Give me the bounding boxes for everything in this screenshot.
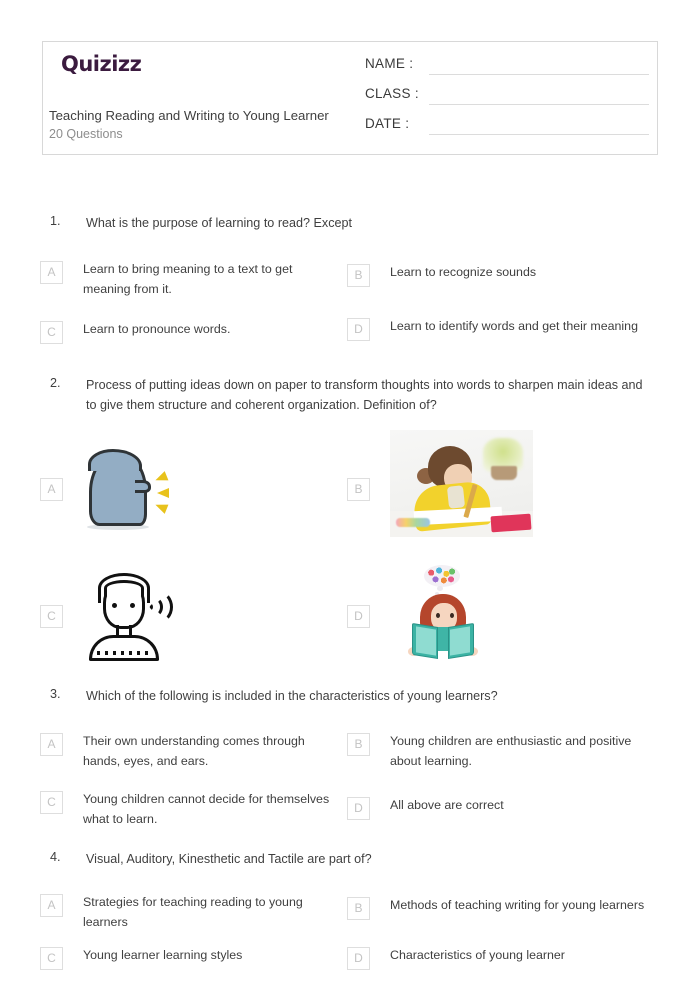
name-field-label: NAME : bbox=[365, 56, 414, 71]
question-text: Visual, Auditory, Kinesthetic and Tactile are part of? bbox=[86, 852, 372, 866]
option-letter: A bbox=[40, 894, 63, 917]
option-image bbox=[390, 436, 535, 536]
girl-writing-photo bbox=[390, 430, 533, 537]
option-text: All above are correct bbox=[390, 798, 504, 812]
header-left-block bbox=[55, 50, 385, 75]
question-number: 2. bbox=[50, 376, 61, 390]
question-number: 1. bbox=[50, 214, 61, 228]
class-field-label: CLASS : bbox=[365, 86, 419, 101]
name-input[interactable] bbox=[429, 74, 649, 75]
option-text: Learn to identify words and get their meaning bbox=[390, 319, 638, 333]
page-title: Teaching Reading and Writing to Young Learner bbox=[49, 108, 329, 123]
option-letter: A bbox=[40, 261, 63, 284]
class-field-row bbox=[365, 82, 649, 112]
name-field-row bbox=[365, 52, 649, 82]
option-letter: A bbox=[40, 478, 63, 501]
question-number: 3. bbox=[50, 687, 61, 701]
option-letter: B bbox=[347, 478, 370, 501]
option-letter: B bbox=[347, 733, 370, 756]
option-image bbox=[83, 440, 228, 540]
option-letter: B bbox=[347, 897, 370, 920]
question-number: 4. bbox=[50, 850, 61, 864]
option-letter: C bbox=[40, 321, 63, 344]
class-input[interactable] bbox=[429, 104, 649, 105]
option-image bbox=[390, 565, 535, 665]
option-letter: C bbox=[40, 947, 63, 970]
student-info-fields bbox=[365, 52, 649, 142]
date-field-row bbox=[365, 112, 649, 142]
option-letter: C bbox=[40, 605, 63, 628]
option-letter: D bbox=[347, 947, 370, 970]
date-input[interactable] bbox=[429, 134, 649, 135]
option-text: Young learner learning styles bbox=[83, 948, 243, 962]
question-text: What is the purpose of learning to read? Except bbox=[86, 216, 353, 230]
worksheet-header-card bbox=[42, 41, 658, 155]
option-text: Young children are enthusiastic and positive about learning. bbox=[390, 734, 632, 769]
date-field-label: DATE : bbox=[365, 116, 410, 131]
option-image bbox=[83, 567, 228, 667]
option-text: Learn to recognize sounds bbox=[390, 265, 537, 279]
question-text: Which of the following is included in the characteristics of young learners? bbox=[86, 689, 498, 703]
option-text: Learn to bring meaning to a text to get meaning from it. bbox=[83, 262, 293, 297]
quizizz-logo: Quizizz bbox=[61, 52, 142, 76]
option-letter: D bbox=[347, 318, 370, 341]
question-count-label: 20 Questions bbox=[49, 127, 123, 141]
option-text: Young children cannot decide for themselves what to learn. bbox=[83, 792, 330, 827]
option-text: Their own understanding comes through hands, eyes, and ears. bbox=[83, 734, 305, 769]
option-letter: B bbox=[347, 264, 370, 287]
option-letter: D bbox=[347, 605, 370, 628]
option-text: Strategies for teaching reading to young learners bbox=[83, 895, 303, 930]
option-letter: C bbox=[40, 791, 63, 814]
option-letter: D bbox=[347, 797, 370, 820]
option-text: Methods of teaching writing for young learners bbox=[390, 898, 645, 912]
question-text: Process of putting ideas down on paper to transform thoughts into words to sharpen main ideas and to give them structure and coherent organization. Definition of? bbox=[86, 378, 643, 412]
option-text: Learn to pronounce words. bbox=[83, 322, 231, 336]
option-text: Characteristics of young learner bbox=[390, 948, 565, 962]
option-letter: A bbox=[40, 733, 63, 756]
